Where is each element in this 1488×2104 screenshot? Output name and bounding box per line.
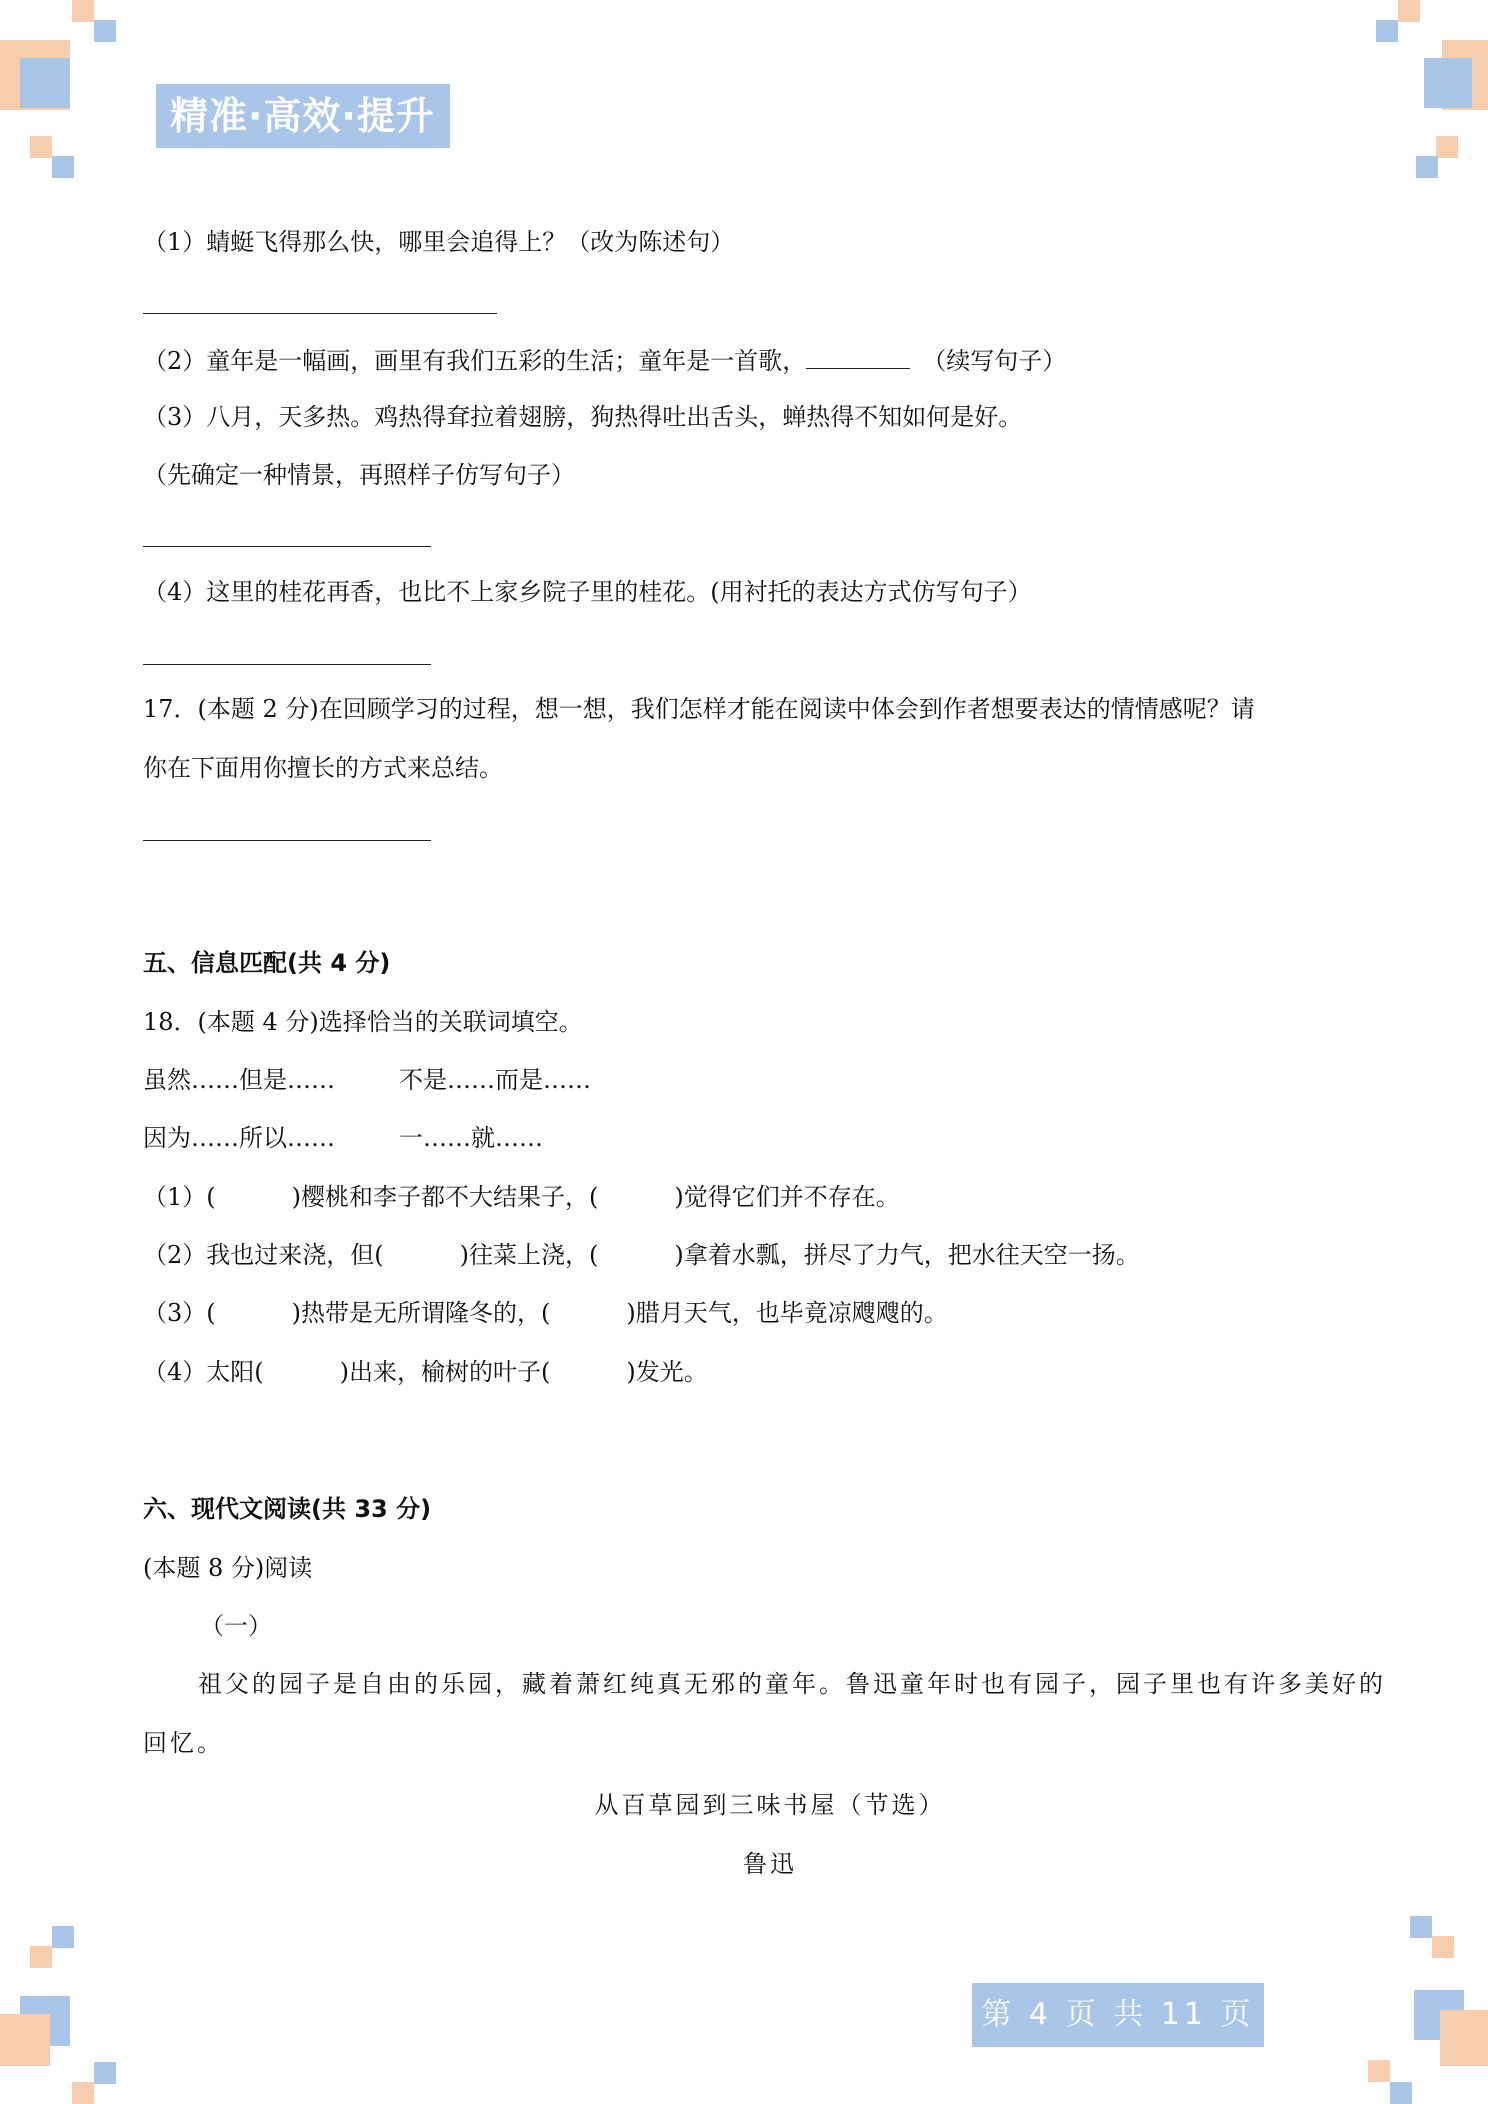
answer-blank[interactable]	[806, 342, 910, 369]
q18-item-text: )出来，榆树的叶子(	[339, 1358, 551, 1386]
q18-item-text: )发光。	[626, 1358, 708, 1386]
q18-item-text: （2）我也过来浇，但(	[143, 1241, 384, 1269]
q16-item-1: （1）蜻蜓飞得那么快，哪里会追得上？（改为陈述句）	[143, 228, 735, 256]
q16-item-2-text: （2）童年是一幅画，画里有我们五彩的生活；童年是一首歌，	[143, 347, 807, 375]
option-4: 一……就……	[399, 1124, 543, 1152]
section-5-heading: 五、信息匹配(共 4 分)	[143, 949, 391, 977]
q18-item-1	[143, 1181, 900, 1213]
q16-item-2	[143, 342, 1066, 377]
q16-item-3-note: （先确定一种情景，再照样子仿写句子）	[143, 461, 575, 489]
reading-paragraph-line-1: 祖父的园子是自由的乐园，藏着萧红纯真无邪的童年。鲁迅童年时也有园子，园子里也有许多美好的	[198, 1670, 1386, 1698]
reading-intro: (本题 8 分)阅读	[143, 1554, 313, 1582]
q16-item-2-note: （续写句子）	[922, 347, 1067, 375]
option-3: 因为……所以……	[143, 1124, 335, 1152]
q18-item-text: )拿着水瓢，拼尽了力气，把水往天空一扬。	[674, 1241, 1140, 1269]
reading-paragraph-line-2: 回忆。	[143, 1729, 224, 1757]
q18-prompt: 18．(本题 4 分)选择恰当的关联词填空。	[143, 1008, 583, 1036]
answer-line[interactable]	[143, 313, 497, 314]
reading-part-label: （一）	[200, 1612, 272, 1640]
q17-text-line-2: 你在下面用你擅长的方式来总结。	[143, 754, 503, 782]
option-row	[143, 1064, 591, 1096]
answer-line[interactable]	[143, 664, 431, 665]
q18-item-text: （4）太阳(	[143, 1358, 264, 1386]
article-author: 鲁迅	[743, 1850, 797, 1878]
answer-line[interactable]	[143, 546, 431, 547]
option-1: 虽然……但是……	[143, 1066, 335, 1094]
q16-item-3: （3）八月，天多热。鸡热得耷拉着翅膀，狗热得吐出舌头，蝉热得不知如何是好。	[143, 403, 1023, 431]
q18-item-text: （3）(	[143, 1299, 216, 1327]
q16-item-4: （4）这里的桂花再香，也比不上家乡院子里的桂花。(用衬托的表达方式仿写句子）	[143, 578, 1032, 606]
option-2: 不是……而是……	[399, 1066, 591, 1094]
q18-item-2	[143, 1239, 1140, 1271]
article-title: 从百草园到三味书屋（节选）	[594, 1791, 946, 1819]
page-number: 第 4 页 共 11 页	[972, 1983, 1264, 2047]
option-row	[143, 1122, 543, 1154]
q18-item-3	[143, 1297, 948, 1329]
header-banner: 精准·高效·提升	[156, 84, 450, 148]
section-6-heading: 六、现代文阅读(共 33 分)	[143, 1495, 432, 1523]
answer-line[interactable]	[143, 840, 431, 841]
q18-item-text: （1）(	[143, 1183, 216, 1211]
q18-item-text: )热带是无所谓隆冬的，(	[291, 1299, 551, 1327]
q17-text-line-1: 17．(本题 2 分)在回顾学习的过程，想一想，我们怎样才能在阅读中体会到作者想要表达的情情感呢？请	[143, 695, 1255, 723]
q18-item-text: )樱桃和李子都不大结果子，(	[291, 1183, 599, 1211]
q18-item-text: )往菜上浇，(	[459, 1241, 599, 1269]
q18-item-text: )觉得它们并不存在。	[674, 1183, 900, 1211]
q18-item-text: )腊月天气，也毕竟凉飕飕的。	[626, 1299, 948, 1327]
q18-item-4	[143, 1356, 708, 1388]
